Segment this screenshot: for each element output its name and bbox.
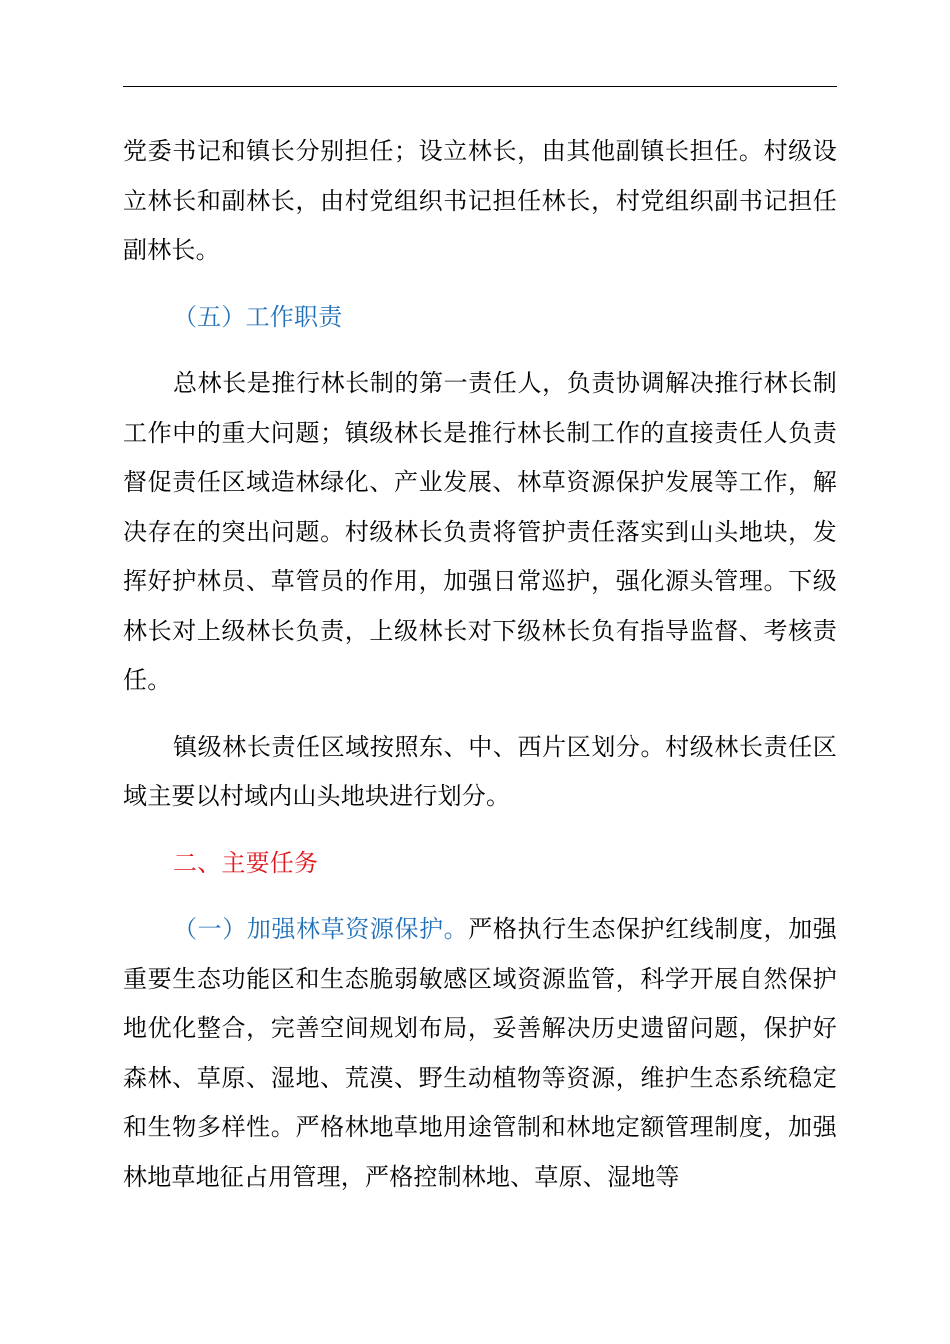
heading-work-duties: （五）工作职责 <box>173 302 343 331</box>
task1-body: 严格执行生态保护红线制度，加强重要生态功能区和生态脆弱敏感区域资源监管，科学开展自然保护地优化整合，完善空间规划布局，妥善解决历史遗留问题，保护好森林、草原、湿地、荒漠、野生动植物等资源，维护生态系统稳定和生物多样性。严格林地草地用途管制和林地定额管理制度，加强林地草地征占用管理，严格控制林地、草原、湿地等 <box>123 915 838 1191</box>
paragraph-zones: 镇级林长责任区域按照东、中、西片区划分。村级林长责任区域主要以村域内山头地块进行划分。 <box>123 732 837 810</box>
heading-main-tasks: 二、主要任务 <box>173 848 319 877</box>
document-body <box>123 127 837 1202</box>
paragraph-duties: 总林长是推行林长制的第一责任人，负责协调解决推行林长制工作中的重大问题；镇级林长是推行林长制工作的直接责任人负责督促责任区域造林绿化、产业发展、林草资源保护发展等工作，解决存在的突出问题。村级林长负责将管护责任落实到山头地块，发挥好护林员、草管员的作用，加强日常巡护，强化源头管理。下级林长对上级林长负责，上级林长对下级林长负有指导监督、考核责任。 <box>123 369 837 694</box>
paragraph-appointments: 党委书记和镇长分别担任；设立林长，由其他副镇长担任。村级设立林长和副林长，由村党组织书记担任林长，村党组织副书记担任副林长。 <box>123 137 837 264</box>
header-rule <box>123 86 837 87</box>
paragraph-task1 <box>123 905 837 1202</box>
task1-heading: （一）加强林草资源保护。 <box>173 915 469 943</box>
